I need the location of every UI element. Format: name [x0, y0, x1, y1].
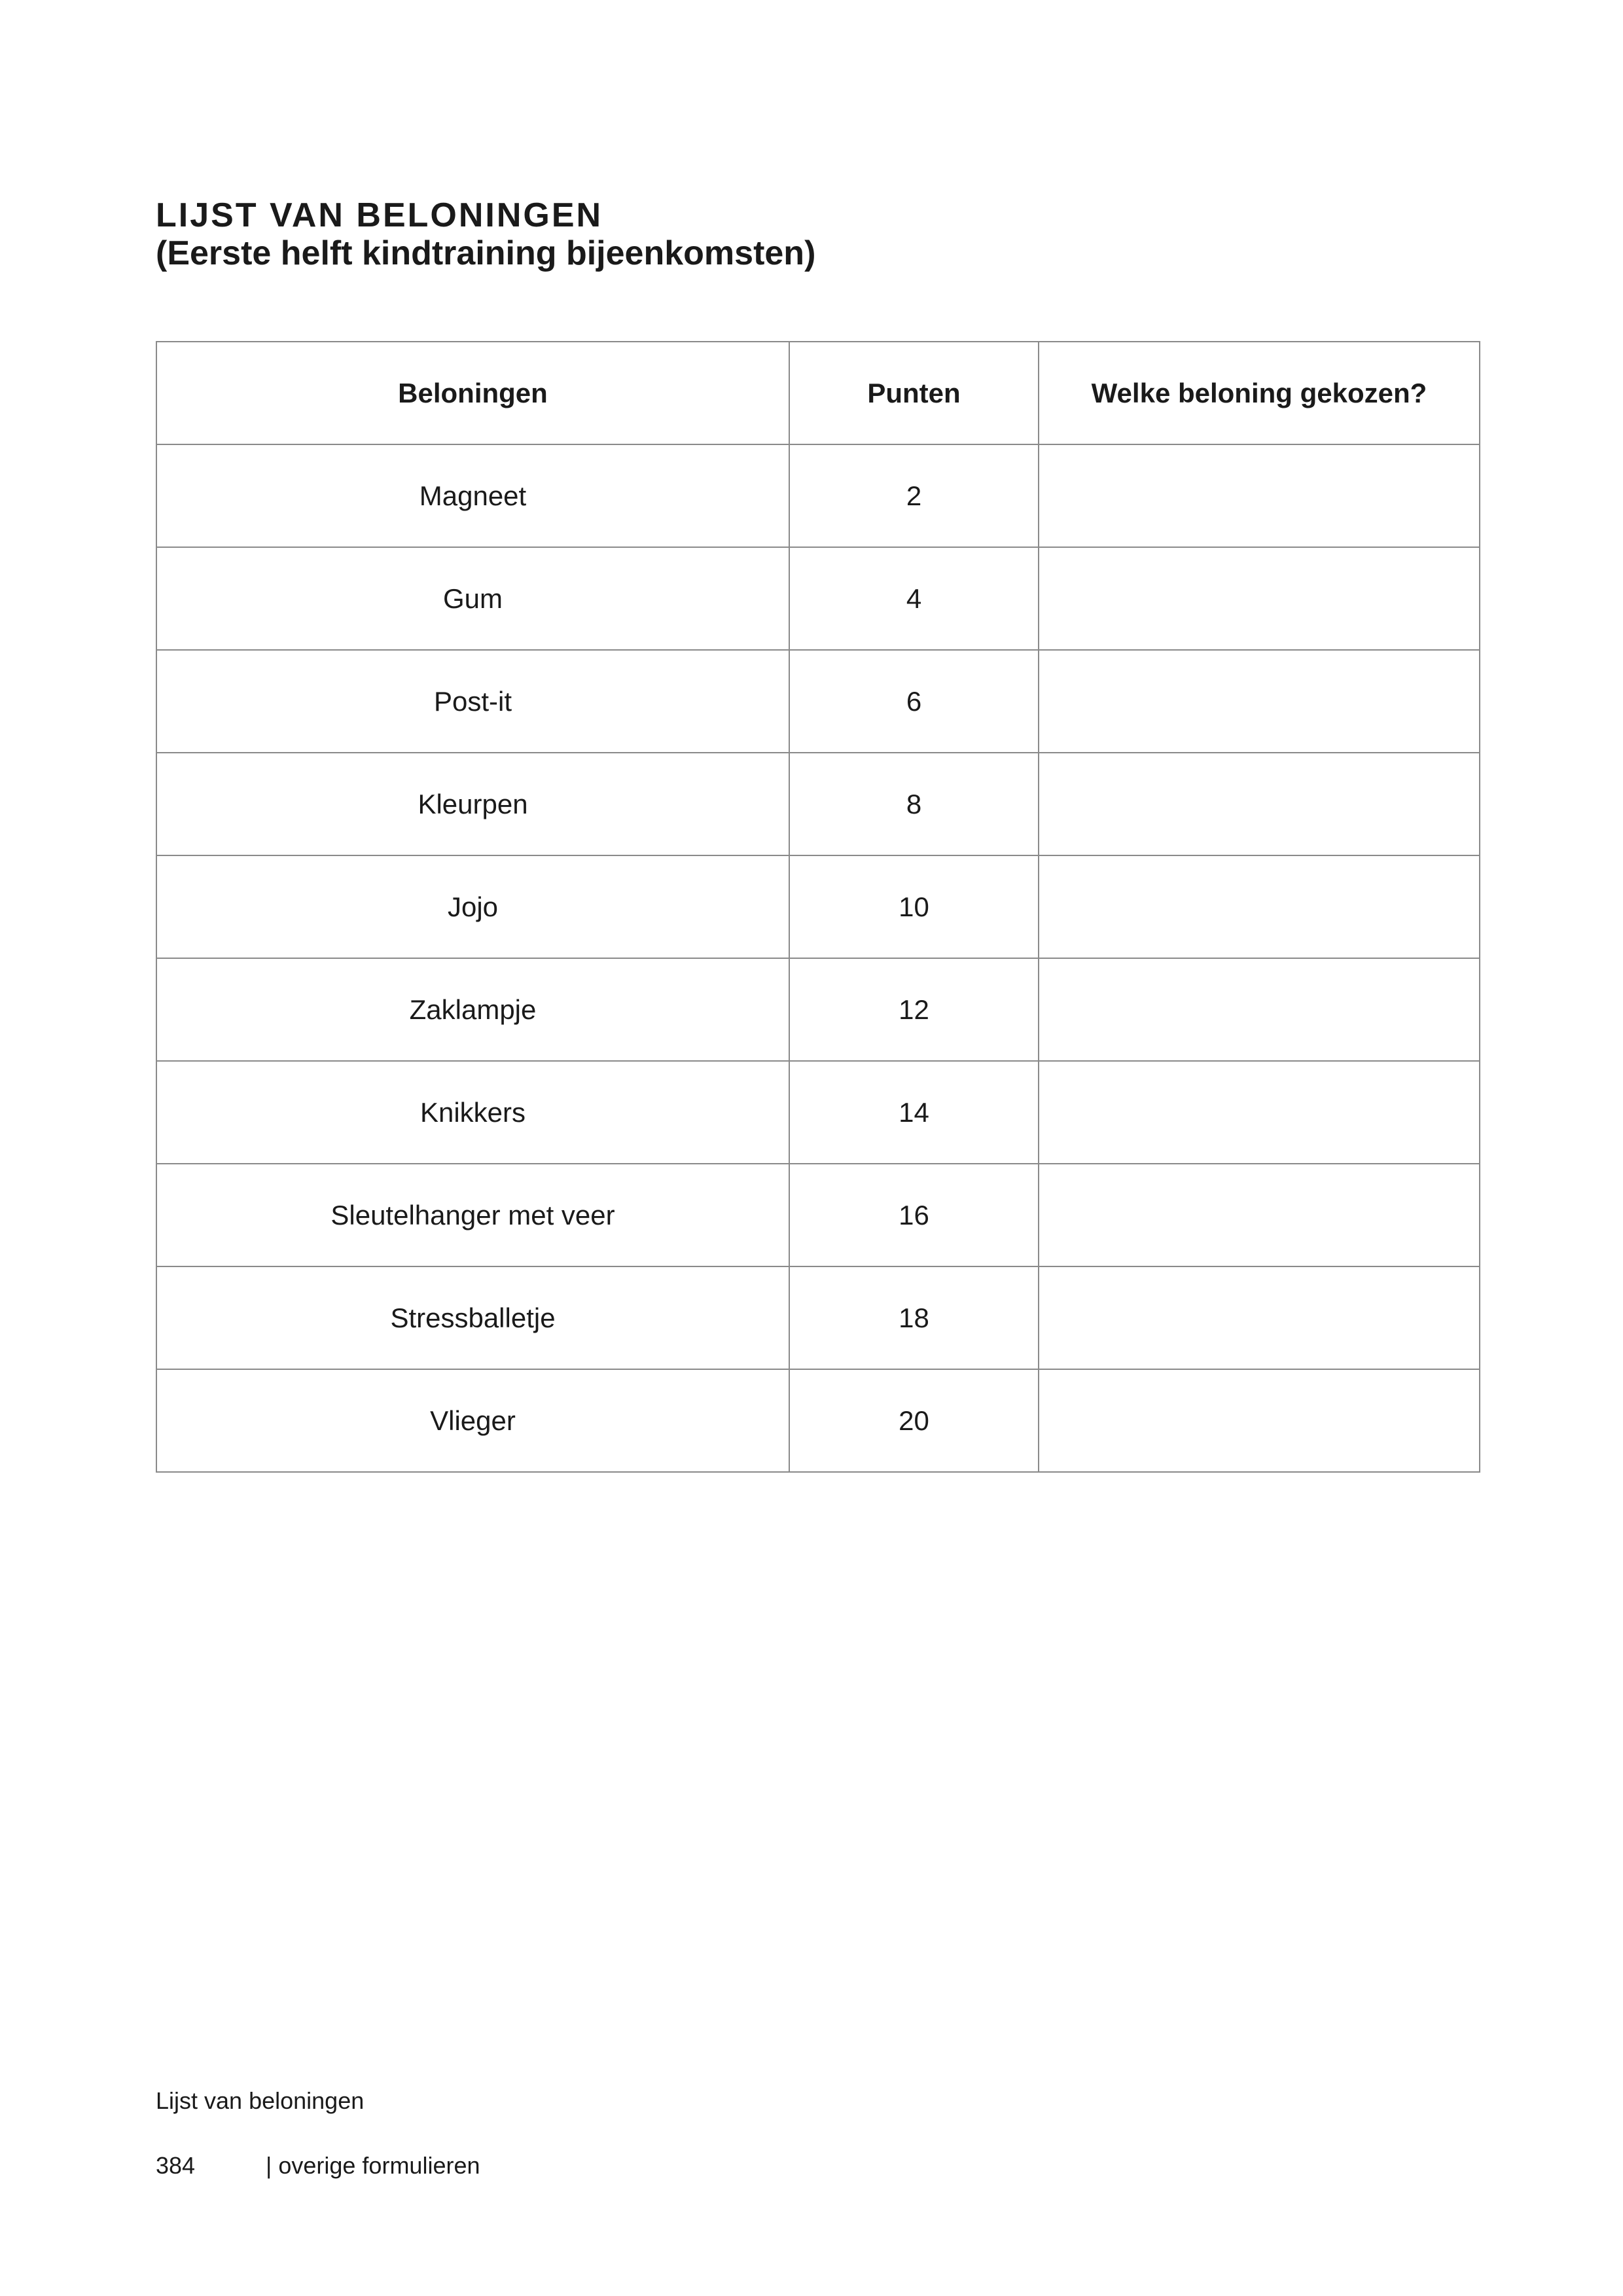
table-row	[156, 1266, 1480, 1369]
column-header-rewards: Beloningen	[156, 342, 789, 444]
points-cell: 8	[789, 753, 1039, 855]
reward-cell: Jojo	[156, 855, 789, 958]
page-title: LIJST VAN BELONINGEN	[156, 196, 603, 234]
points-cell: 16	[789, 1164, 1039, 1266]
points-cell: 2	[789, 444, 1039, 547]
chosen-cell[interactable]	[1039, 1369, 1480, 1472]
points-cell: 6	[789, 650, 1039, 753]
page-heading	[156, 196, 815, 272]
footer-caption: Lijst van beloningen	[156, 2087, 365, 2114]
chosen-cell[interactable]	[1039, 855, 1480, 958]
reward-cell: Post-it	[156, 650, 789, 753]
reward-cell: Knikkers	[156, 1061, 789, 1164]
table-row	[156, 547, 1480, 650]
points-cell: 12	[789, 958, 1039, 1061]
rewards-table	[156, 341, 1480, 1473]
table-row	[156, 444, 1480, 547]
column-header-points: Punten	[789, 342, 1039, 444]
table-row	[156, 1369, 1480, 1472]
reward-cell: Vlieger	[156, 1369, 789, 1472]
chosen-cell[interactable]	[1039, 753, 1480, 855]
points-cell: 10	[789, 855, 1039, 958]
points-cell: 4	[789, 547, 1039, 650]
points-cell: 18	[789, 1266, 1039, 1369]
table-header-row	[156, 342, 1480, 444]
table-row	[156, 855, 1480, 958]
chosen-cell[interactable]	[1039, 1061, 1480, 1164]
reward-cell: Stressballetje	[156, 1266, 789, 1369]
reward-cell: Zaklampje	[156, 958, 789, 1061]
chosen-cell[interactable]	[1039, 1266, 1480, 1369]
table-row	[156, 1061, 1480, 1164]
footer-section-name: | overige formulieren	[266, 2152, 480, 2179]
page-number: 384	[156, 2152, 196, 2179]
page-subtitle: (Eerste helft kindtraining bijeenkomsten)	[156, 234, 816, 272]
chosen-cell[interactable]	[1039, 1164, 1480, 1266]
table-row	[156, 753, 1480, 855]
table-row	[156, 650, 1480, 753]
table-row	[156, 1164, 1480, 1266]
chosen-cell[interactable]	[1039, 650, 1480, 753]
points-cell: 14	[789, 1061, 1039, 1164]
chosen-cell[interactable]	[1039, 958, 1480, 1061]
chosen-cell[interactable]	[1039, 547, 1480, 650]
reward-cell: Magneet	[156, 444, 789, 547]
column-header-chosen: Welke beloning gekozen?	[1039, 342, 1480, 444]
table-row	[156, 958, 1480, 1061]
reward-cell: Kleurpen	[156, 753, 789, 855]
reward-cell: Sleutelhanger met veer	[156, 1164, 789, 1266]
reward-cell: Gum	[156, 547, 789, 650]
chosen-cell[interactable]	[1039, 444, 1480, 547]
points-cell: 20	[789, 1369, 1039, 1472]
